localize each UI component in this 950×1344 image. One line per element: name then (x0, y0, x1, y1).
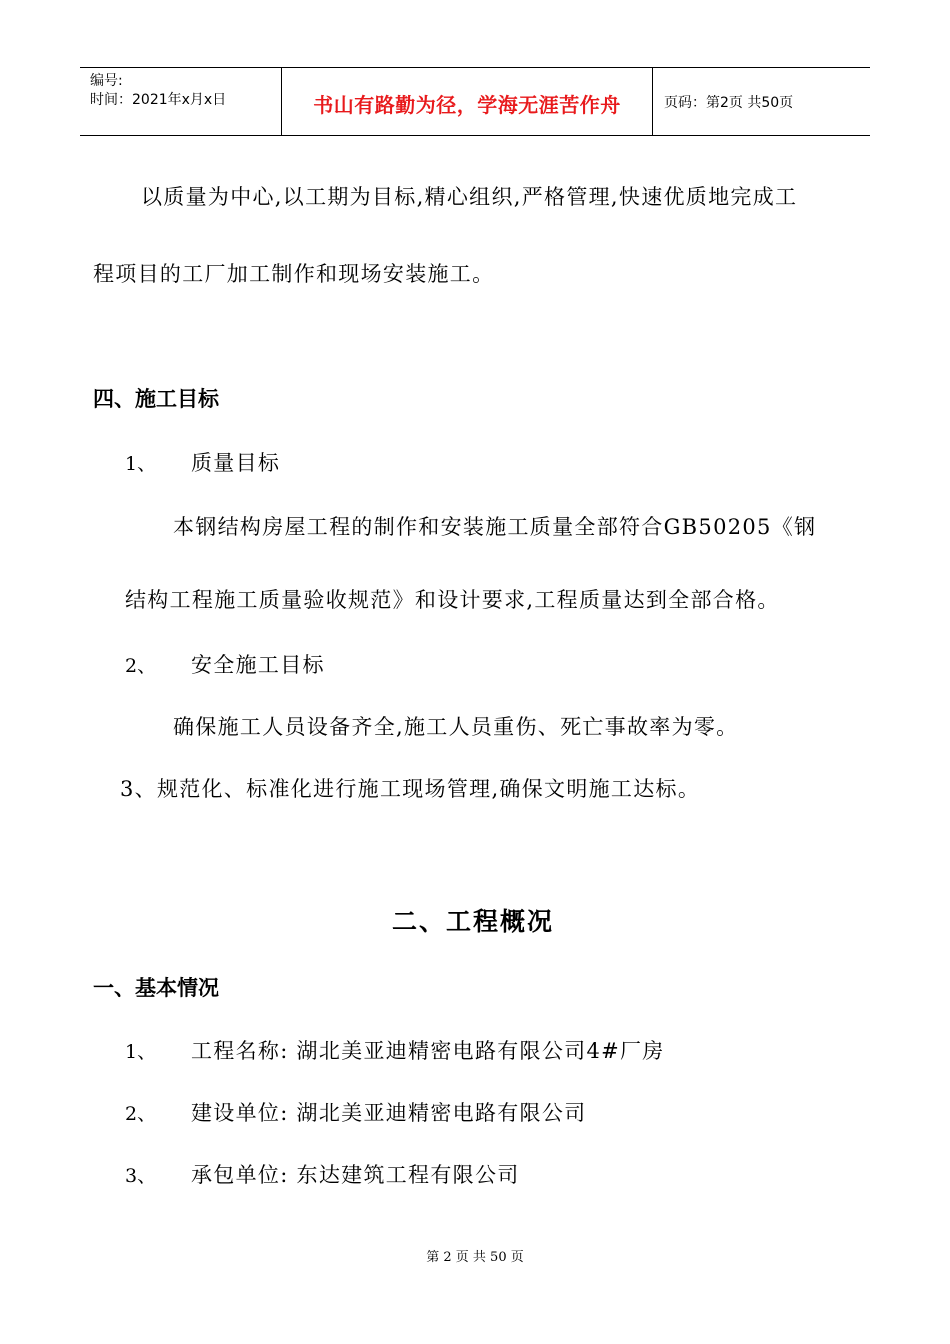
chapter-title: 二、工程概况 (392, 907, 555, 936)
basic-item-3-number: 3、 (125, 1165, 157, 1187)
intro-line-1: 以质量为中心,以工期为目标,精心组织,严格管理,快速优质地完成工 (141, 185, 798, 209)
goal-2-body: 确保施工人员设备齐全,施工人员重伤、死亡事故率为零。 (173, 715, 739, 739)
goal-2-title: 安全施工目标 (191, 653, 325, 677)
goal-2-number: 2、 (125, 655, 157, 677)
intro-line-2: 程项目的工厂加工制作和现场安装施工。 (93, 262, 495, 286)
goal-1-body-line-2: 结构工程施工质量验收规范》和设计要求,工程质量达到全部合格。 (125, 588, 780, 612)
page-footer: 第 2 页 共 50 页 (426, 1250, 524, 1265)
goal-1-body-line-1: 本钢结构房屋工程的制作和安装施工质量全部符合GB50205《钢 (173, 515, 817, 539)
goal-1-number: 1、 (125, 453, 157, 475)
goal-1-title: 质量目标 (191, 451, 281, 475)
basic-item-3-text: 承包单位: 东达建筑工程有限公司 (191, 1163, 520, 1187)
header-motto-cell (281, 68, 653, 135)
basic-item-2-number: 2、 (125, 1103, 157, 1125)
page-header (80, 67, 870, 136)
section-heading-basics: 一、基本情况 (93, 976, 219, 1000)
header-meta (80, 68, 281, 135)
section-heading-goals: 四、施工目标 (93, 387, 219, 411)
basic-item-2-text: 建设单位: 湖北美亚迪精密电路有限公司 (191, 1101, 587, 1125)
document-number-label: 编号: (90, 73, 123, 89)
header-motto: 书山有路勤为径，学海无涯苦作舟 (313, 93, 621, 117)
header-page-label: 页码：第2页 共50页 (664, 94, 794, 111)
basic-item-1-text: 工程名称: 湖北美亚迪精密电路有限公司4#厂房 (191, 1039, 665, 1063)
goal-3-line: 3、规范化、标准化进行施工现场管理,确保文明施工达标。 (120, 777, 701, 801)
document-time-label: 时间：2021年x月x日 (90, 92, 227, 108)
header-page-cell (653, 68, 870, 135)
basic-item-1-number: 1、 (125, 1041, 157, 1063)
